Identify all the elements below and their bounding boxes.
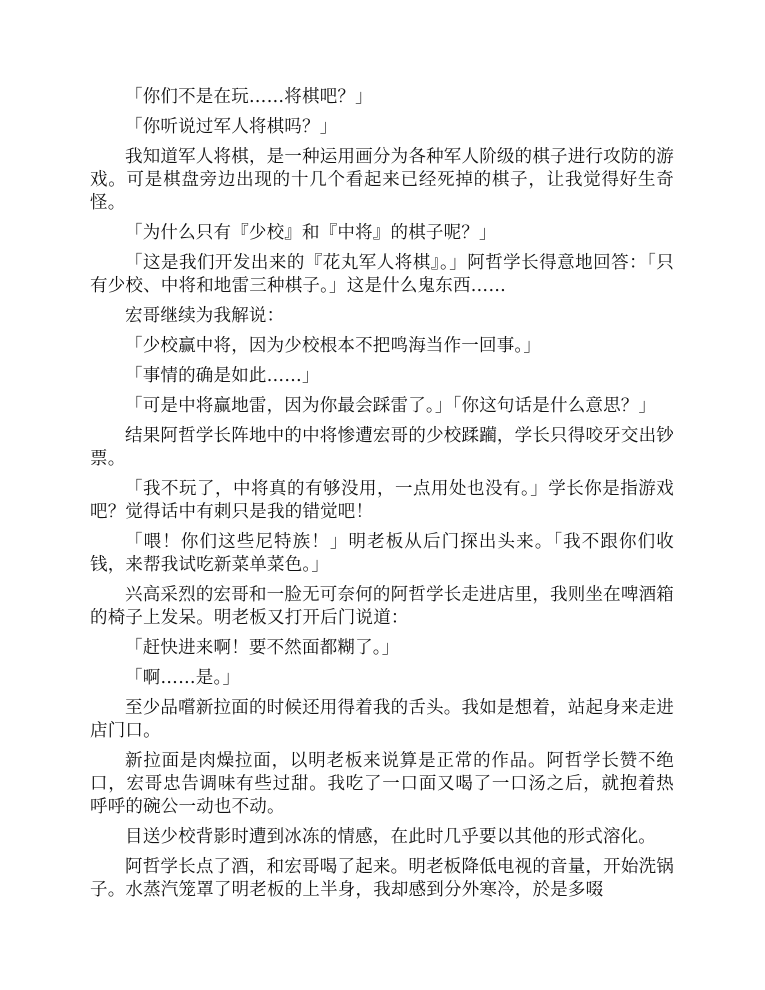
paragraph-9: 「可是中将赢地雷，因为你最会踩雷了。」「你这句话是什么意思？」 xyxy=(125,396,657,416)
paragraph-18: 目送少校背影时遭到冰冻的情感，在此时几乎要以其他的形式溶化。 xyxy=(125,827,656,847)
paragraph-16: 至少品嚐新拉面的时候还用得着我的舌头。我如是想着，站起身来走进店门口。 xyxy=(90,698,674,741)
paragraph-4: 「为什么只有『少校』和『中将』的棋子呢？」 xyxy=(125,223,497,243)
paragraph-11: 「我不玩了，中将真的有够没用，一点用处也没有。」学长你是指游戏吧？觉得话中有刺只是我的错觉吧！ xyxy=(90,479,674,522)
paragraph-7: 「少校赢中将，因为少校根本不把鸣海当作一回事。」 xyxy=(125,336,542,356)
paragraph-3: 我知道军人将棋，是一种运用画分为各种军人阶级的棋子进行攻防的游戏。可是棋盘旁边出现的十几个看起来已经死掉的棋子，让我觉得好生奇怪。 xyxy=(90,147,674,213)
paragraph-19: 阿哲学长点了酒，和宏哥喝了起来。明老板降低电视的音量，开始洗锅子。水蒸汽笼罩了明老板的上半身，我却感到分外寒冷，於是多啜 xyxy=(90,857,674,900)
paragraph-14: 「赶快进来啊！要不然面都糊了。」 xyxy=(125,638,400,658)
paragraph-5: 「这是我们开发出来的『花丸军人将棋』。」阿哲学长得意地回答：「只有少校、中将和地雷三种棋子。」这是什么鬼东西…… xyxy=(90,253,674,296)
paragraph-10: 结果阿哲学长阵地中的中将惨遭宏哥的少校蹂躏，学长只得咬牙交出钞票。 xyxy=(90,426,674,469)
paragraph-13: 兴高采烈的宏哥和一脸无可奈何的阿哲学长走进店里，我则坐在啤酒箱的椅子上发呆。明老板又打开后门说道： xyxy=(90,585,674,628)
paragraph-2: 「你听说过军人将棋吗？」 xyxy=(125,117,338,137)
paragraph-6: 宏哥继续为我解说： xyxy=(125,306,285,326)
paragraph-12: 「喂！你们这些尼特族！」明老板从后门探出头来。「我不跟你们收钱，来帮我试吃新菜单菜色。」 xyxy=(90,532,674,575)
paragraph-17: 新拉面是肉燥拉面，以明老板来说算是正常的作品。阿哲学长赞不绝口，宏哥忠告调味有些过甜。我吃了一口面又喝了一口汤之后，就抱着热呼呼的碗公一动也不动。 xyxy=(90,751,674,817)
paragraph-1: 「你们不是在玩……将棋吧？」 xyxy=(125,87,373,107)
paragraph-15: 「啊……是。」 xyxy=(125,668,241,688)
paragraph-8: 「事情的确是如此……」 xyxy=(125,366,320,386)
document-page xyxy=(90,86,674,909)
